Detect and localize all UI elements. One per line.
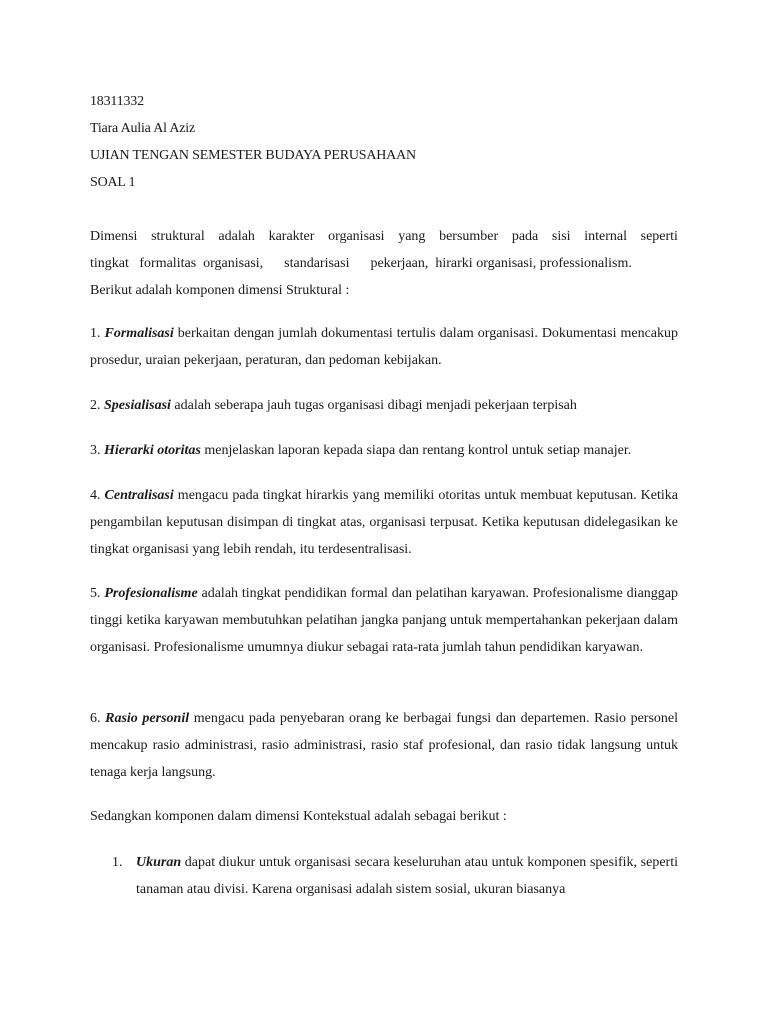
structural-item <box>90 705 678 786</box>
intro-word: yang <box>398 229 426 244</box>
intro-word: sisi <box>551 229 571 244</box>
contextual-item <box>136 849 678 903</box>
structural-item <box>90 320 678 374</box>
intro-word: organisasi <box>328 229 385 244</box>
item-text: menjelaskan laporan kepada siapa dan rentang kontrol untuk setiap manajer. <box>200 443 632 458</box>
intro-word: seperti <box>640 229 678 244</box>
item-term: Hierarki otoritas <box>104 443 201 458</box>
item-term: Formalisasi <box>104 326 174 341</box>
intro-line-1 <box>90 223 678 250</box>
student-name: Tiara Aulia Al Aziz <box>90 121 195 136</box>
intro-word: adalah <box>218 229 255 244</box>
item-text: adalah tingkat pendidikan formal dan pelatihan karyawan. Profesionalisme dianggap tinggi ketika karyawan membutuhkan pelatihan jangka panjang untuk mempertahankan pekerjaan dalam organisasi. Profesionalisme umumnya diukur sebagai rata-rata jumlah tahun pendidikan karyawan. <box>90 586 678 655</box>
structural-item <box>90 580 678 661</box>
item-term: Profesionalisme <box>104 586 198 601</box>
item-number: 3. <box>90 443 101 458</box>
item-term: Centralisasi <box>104 488 174 503</box>
item-number: 4. <box>90 488 101 503</box>
list-number: 1. <box>112 855 123 870</box>
item-text: mengacu pada tingkat hirarkis yang memiliki otoritas untuk membuat keputusan. Ketika pengambilan keputusan disimpan di tingkat atas, organisasi terpusat. Ketika keputusan didelegasikan ke tingkat organisasi yang lebih rendah, itu terdesentralisasi. <box>90 488 679 557</box>
contextual-intro: Sedangkan komponen dalam dimensi Kontekstual adalah sebagai berikut : <box>90 809 507 824</box>
intro-word: Dimensi <box>90 229 138 244</box>
structural-item <box>90 437 678 464</box>
item-term: Rasio personil <box>105 711 190 726</box>
intro-word: bersumber <box>439 229 499 244</box>
intro-paragraph <box>90 223 678 304</box>
intro-line-3: Berikut adalah komponen dimensi Struktural : <box>90 283 350 298</box>
item-text: dapat diukur untuk organisasi secara keseluruhan atau untuk komponen spesifik, seperti tanaman atau divisi. Karena organisasi adalah sistem sosial, ukuran biasanya <box>136 855 678 897</box>
item-number: 1. <box>90 326 101 341</box>
item-text: berkaitan dengan jumlah dokumentasi tertulis dalam organisasi. Dokumentasi mencakup prosedur, uraian pekerjaan, peraturan, dan pedoman kebijakan. <box>90 326 679 368</box>
item-term: Spesialisasi <box>104 398 171 413</box>
item-text: adalah seberapa jauh tugas organisasi dibagi menjadi pekerjaan terpisah <box>170 398 577 413</box>
intro-line-2: tingkat formalitas organisasi, standarisasi pekerjaan, hirarki organisasi, professionalism. <box>90 256 632 271</box>
item-text: mengacu pada penyebaran orang ke berbagai fungsi dan departemen. Rasio personel mencakup rasio administrasi, rasio administrasi, rasio staf profesional, dan rasio tidak langsung untuk tenaga kerja langsung. <box>90 711 679 780</box>
intro-word: pada <box>511 229 539 244</box>
structural-item <box>90 392 678 419</box>
item-number: 2. <box>90 398 101 413</box>
intro-word: karakter <box>268 229 315 244</box>
exam-title: UJIAN TENGAN SEMESTER BUDAYA PERUSAHAAN <box>90 148 416 163</box>
item-term: Ukuran <box>136 855 182 870</box>
question-label: SOAL 1 <box>90 175 136 190</box>
item-number: 6. <box>90 711 101 726</box>
student-id: 18311332 <box>90 94 144 109</box>
intro-word: struktural <box>151 229 205 244</box>
item-number: 5. <box>90 586 101 601</box>
intro-word: internal <box>584 229 627 244</box>
structural-item <box>90 482 678 563</box>
